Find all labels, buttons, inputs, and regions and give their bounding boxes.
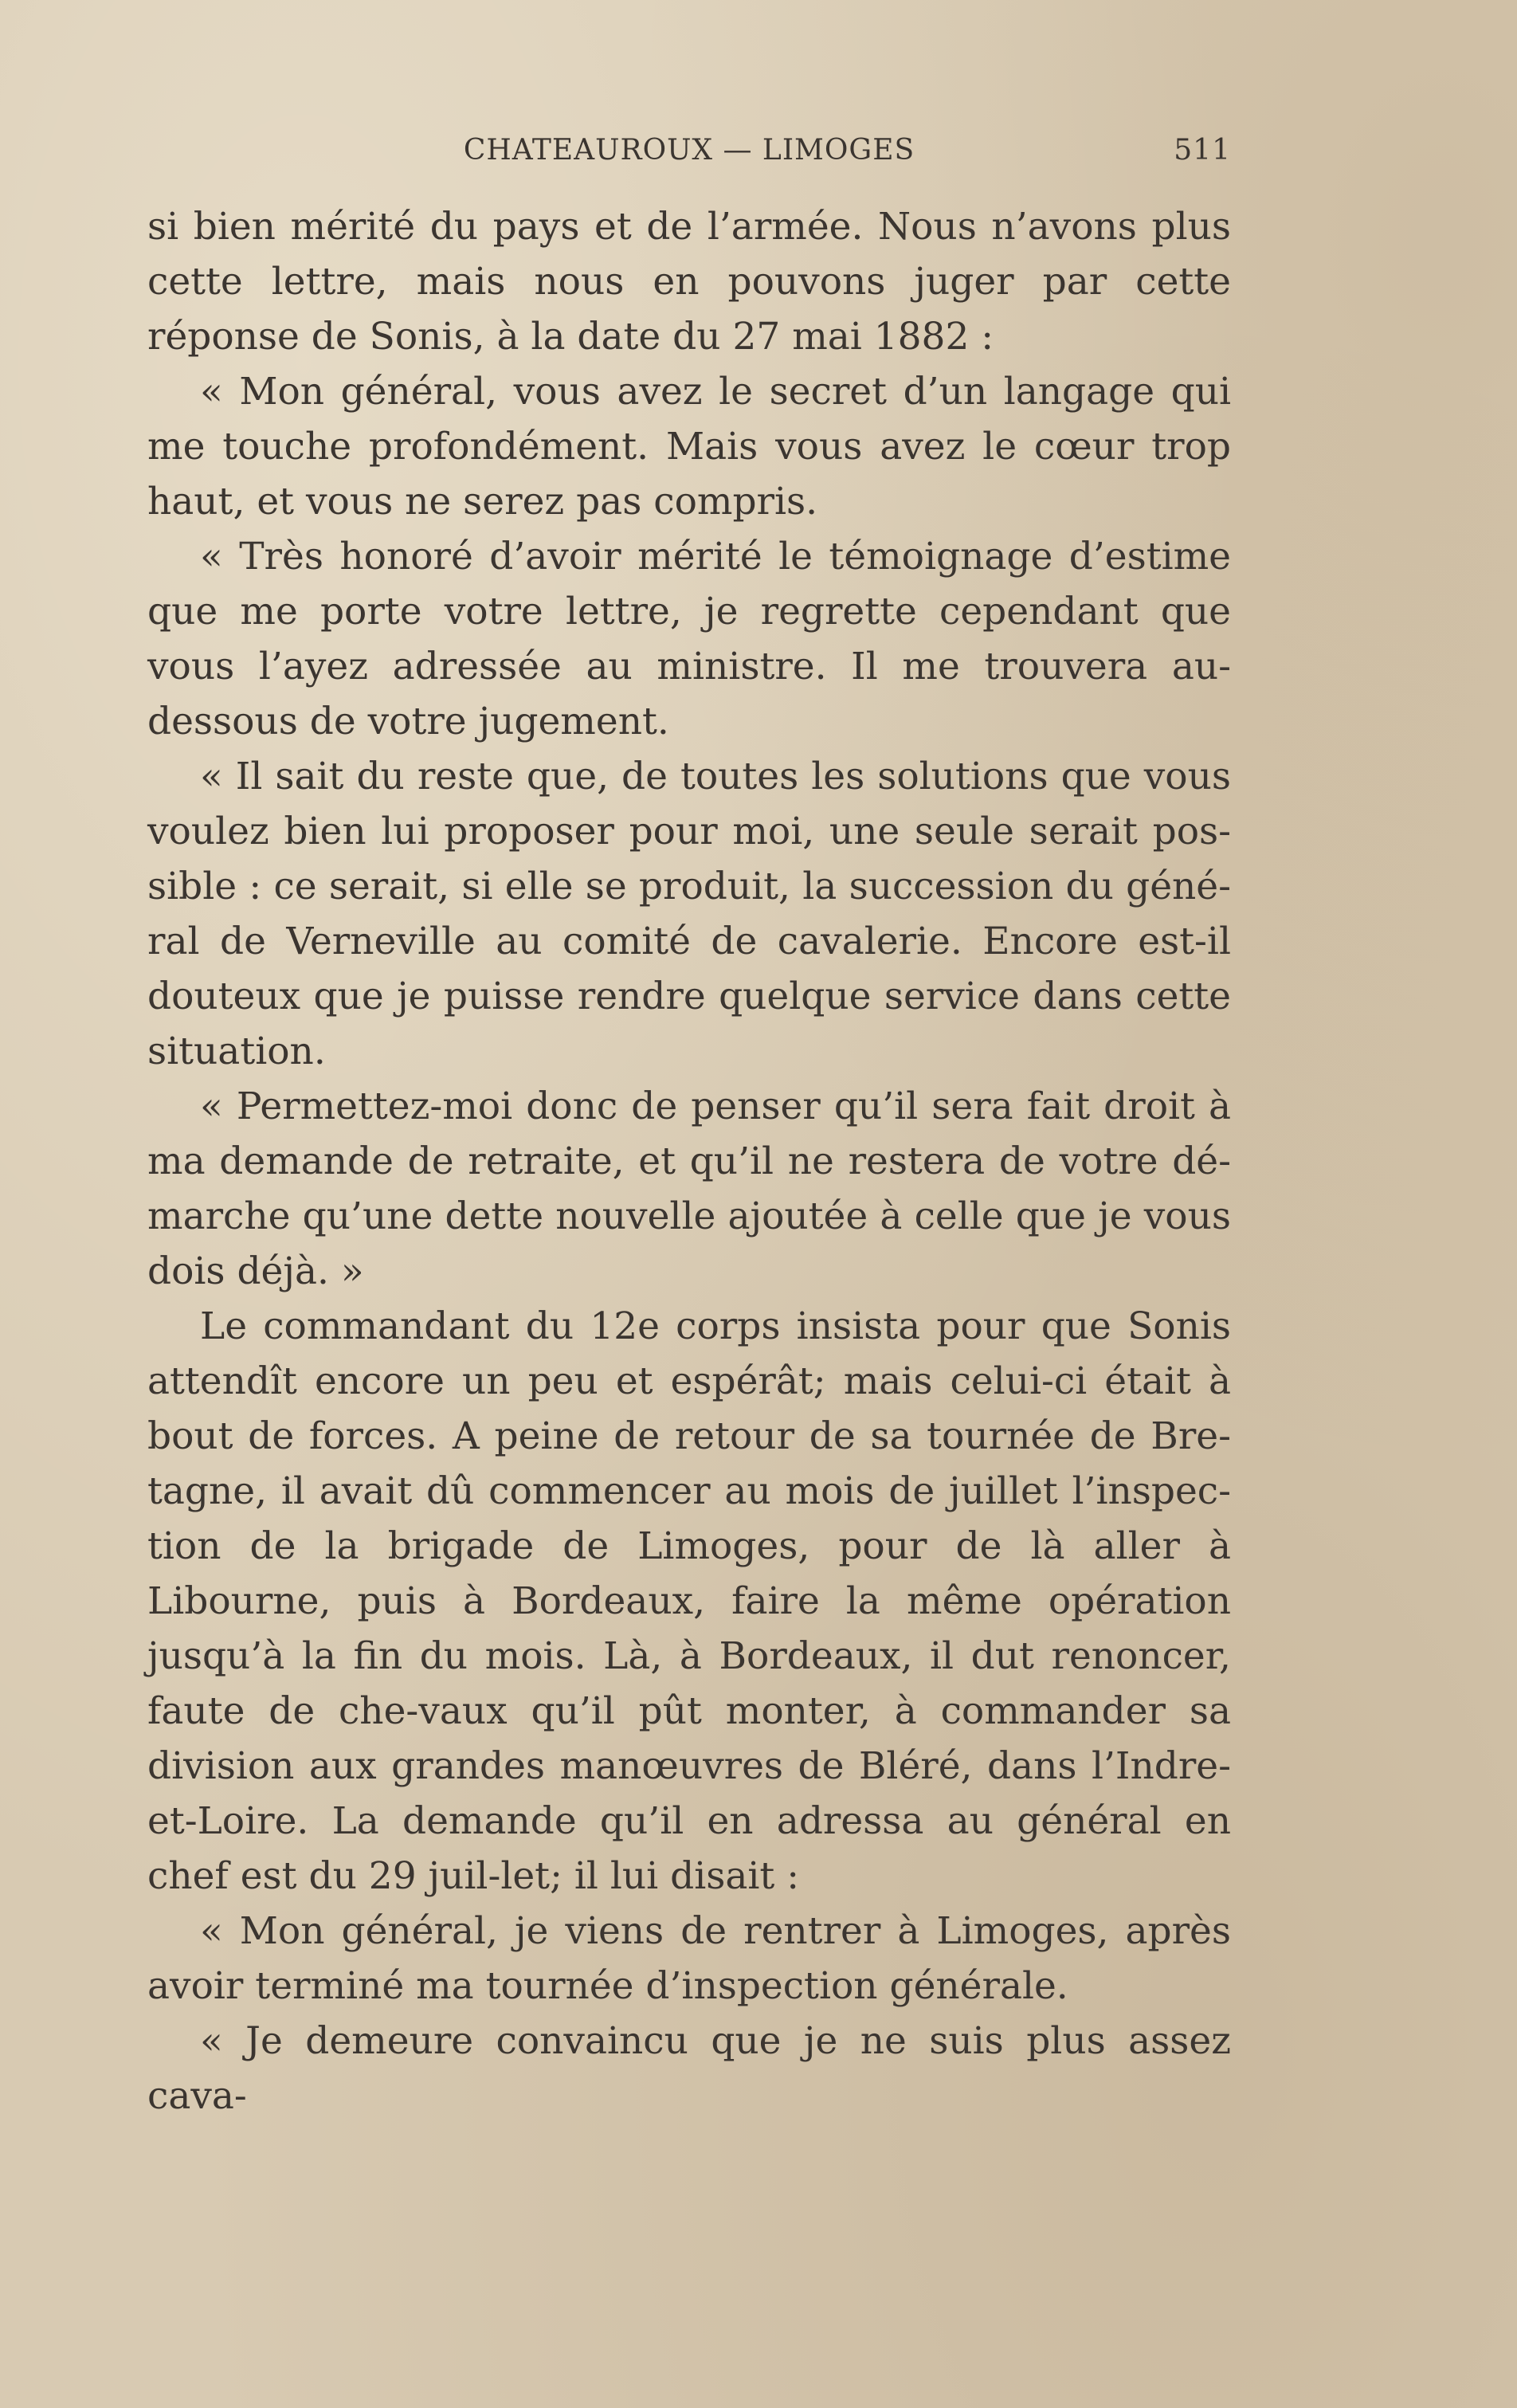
paragraph: « Permettez-moi donc de penser qu’il sera fait droit à ma demande de retraite, et qu’il ne restera de votre dé-marche qu’une dette nouvelle ajoutée à celle que je vous dois déjà. » [147,1084,1231,1293]
paragraph: « Je demeure convaincu que je ne suis plus assez cava- [147,2019,1231,2118]
paragraph: Le commandant du 12e corps insista pour que Sonis attendît encore un peu et espérât; mais celui-ci était à bout de forces. A peine de retour de sa tournée de Bre-tagne, il avait dû commencer au mois de juillet l’inspec-tion de la brigade de Limoges, pour de là aller à Libourne, puis à Bordeaux, faire la même opération jusqu’à la fin du mois. Là, à Bordeaux, il dut renoncer, faute de che-vaux qu’il pût monter, à commander sa division aux grandes manœuvres de Bléré, dans l’Indre-et-Loire. La demande qu’il en adressa au général en chef est du 29 juil-let; il lui disait : [147,1304,1231,1898]
body-text [147,199,1231,2124]
paragraph: « Mon général, vous avez le secret d’un langage qui me touche profondément. Mais vous avez le cœur trop haut, et vous ne serez pas compris. [147,370,1231,524]
running-title: CHATEAUROUX — LIMOGES [463,134,915,167]
page-number: 511 [1174,134,1231,167]
paragraph: « Très honoré d’avoir mérité le témoignage d’estime que me porte votre lettre, je regrette cependant que vous l’ayez adressée au ministre. Il me trouvera au-dessous de votre jugement. [147,535,1231,743]
paragraph: « Il sait du reste que, de toutes les solutions que vous voulez bien lui proposer pour moi, une seule serait pos-sible : ce serait, si elle se produit, la succession du géné-ral de Verneville au comité de cavalerie. Encore est-il douteux que je puisse rendre quelque service dans cette situation. [147,755,1231,1073]
paragraph: si bien mérité du pays et de l’armée. Nous n’avons plus cette lettre, mais nous en pouvons juger par cette réponse de Sonis, à la date du 27 mai 1882 : [147,205,1231,359]
running-head [147,134,1231,174]
paragraph: « Mon général, je viens de rentrer à Limoges, après avoir terminé ma tournée d’inspection générale. [147,1909,1231,2008]
